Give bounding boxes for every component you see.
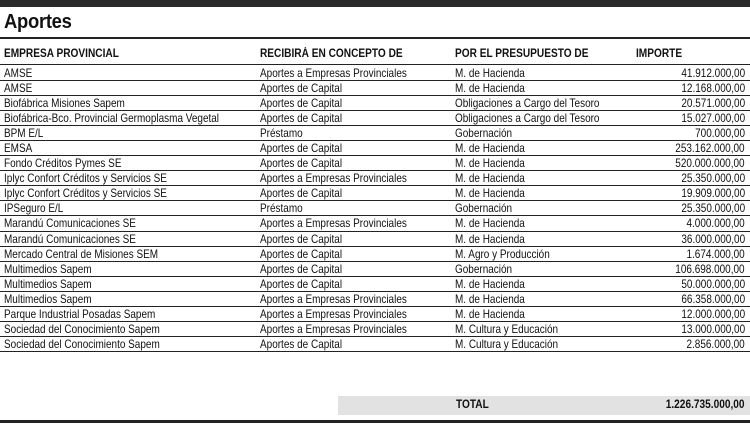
cell-empresa: IPSeguro E/L <box>4 202 64 216</box>
cell-empresa: Marandú Comunicaciones SE <box>4 232 136 246</box>
table-row <box>0 277 750 292</box>
table-row <box>0 322 750 337</box>
cell-empresa: Mercado Central de Misiones SEM <box>4 247 159 261</box>
cell-concepto: Aportes de Capital <box>260 82 343 96</box>
cell-importe: 19.909.000,00 <box>681 187 745 201</box>
cell-presupuesto: M. Agro y Producción <box>455 247 550 261</box>
cell-empresa: Multimedios Sapem <box>4 292 92 306</box>
table-row <box>0 232 750 247</box>
cell-importe: 50.000.000,00 <box>681 277 745 291</box>
cell-concepto: Aportes de Capital <box>260 187 343 201</box>
table-row <box>0 141 750 156</box>
cell-concepto: Aportes a Empresas Provinciales <box>260 172 407 186</box>
cell-concepto: Aportes a Empresas Provinciales <box>260 322 407 336</box>
cell-empresa: Fondo Créditos Pymes SE <box>4 157 122 171</box>
cell-concepto: Aportes de Capital <box>260 337 343 351</box>
table-row <box>0 337 750 352</box>
cell-importe: 520.000.000,00 <box>675 157 745 171</box>
cell-concepto: Aportes a Empresas Provinciales <box>260 217 407 231</box>
table-row <box>0 247 750 262</box>
title-divider <box>0 37 750 39</box>
table-header <box>0 44 750 64</box>
cell-presupuesto: Gobernación <box>455 262 513 276</box>
cell-presupuesto: M. Cultura y Educación <box>455 337 559 351</box>
header-concepto: RECIBIRÁ EN CONCEPTO DE <box>260 48 403 60</box>
cell-importe: 2.856.000,00 <box>686 337 745 351</box>
cell-concepto: Aportes de Capital <box>260 232 343 246</box>
cell-importe: 25.350.000,00 <box>681 202 745 216</box>
table-row <box>0 171 750 186</box>
cell-importe: 15.027.000,00 <box>681 112 745 126</box>
table-row <box>0 262 750 277</box>
header-presupuesto: POR EL PRESUPUESTO DE <box>455 48 589 60</box>
cell-empresa: EMSA <box>4 142 33 156</box>
cell-concepto: Préstamo <box>260 202 303 216</box>
table-row <box>0 307 750 322</box>
cell-empresa: AMSE <box>4 67 33 80</box>
table-row <box>0 66 750 81</box>
cell-empresa: Multimedios Sapem <box>4 277 92 291</box>
cell-presupuesto: Obligaciones a Cargo del Tesoro <box>455 97 600 111</box>
table-row <box>0 156 750 171</box>
cell-presupuesto: M. Cultura y Educación <box>455 322 559 336</box>
cell-importe: 4.000.000,00 <box>686 217 745 231</box>
table-row <box>0 96 750 111</box>
total-row <box>338 396 750 415</box>
cell-concepto: Aportes de Capital <box>260 157 343 171</box>
total-label: TOTAL <box>456 399 489 411</box>
cell-concepto: Aportes a Empresas Provinciales <box>260 292 407 306</box>
cell-presupuesto: M. de Hacienda <box>455 277 525 291</box>
cell-concepto: Aportes de Capital <box>260 262 343 276</box>
table-row <box>0 186 750 201</box>
cell-importe: 66.358.000,00 <box>681 292 745 306</box>
cell-importe: 41.912.000,00 <box>681 67 745 80</box>
total-value: 1.226.735.000,00 <box>666 399 745 411</box>
cell-empresa: Parque Industrial Posadas Sapem <box>4 307 156 321</box>
cell-concepto: Aportes de Capital <box>260 277 343 291</box>
header-divider <box>0 64 750 65</box>
cell-concepto: Aportes de Capital <box>260 247 343 261</box>
cell-empresa: Iplyc Confort Créditos y Servicios SE <box>4 187 167 201</box>
cell-concepto: Aportes de Capital <box>260 142 343 156</box>
table-row <box>0 81 750 96</box>
table-row <box>0 201 750 216</box>
cell-presupuesto: M. de Hacienda <box>455 187 525 201</box>
cell-empresa: Sociedad del Conocimiento Sapem <box>4 322 160 336</box>
cell-importe: 12.168.000,00 <box>681 82 745 96</box>
cell-presupuesto: M. de Hacienda <box>455 157 525 171</box>
cell-concepto: Aportes de Capital <box>260 97 343 111</box>
cell-concepto: Préstamo <box>260 127 303 141</box>
cell-presupuesto: M. de Hacienda <box>455 82 525 96</box>
cell-importe: 12.000.000,00 <box>681 307 745 321</box>
cell-importe: 13.000.000,00 <box>681 322 745 336</box>
cell-presupuesto: M. de Hacienda <box>455 142 525 156</box>
cell-empresa: Iplyc Confort Créditos y Servicios SE <box>4 172 167 186</box>
cell-concepto: Aportes a Empresas Provinciales <box>260 67 407 80</box>
cell-empresa: BPM E/L <box>4 127 44 141</box>
table-row <box>0 216 750 231</box>
cell-importe: 1.674.000,00 <box>686 247 745 261</box>
cell-presupuesto: M. de Hacienda <box>455 232 525 246</box>
cell-concepto: Aportes a Empresas Provinciales <box>260 307 407 321</box>
cell-empresa: Multimedios Sapem <box>4 262 92 276</box>
table-row <box>0 126 750 141</box>
cell-importe: 700.000,00 <box>695 127 745 141</box>
cell-importe: 36.000.000,00 <box>681 232 745 246</box>
page-title: Aportes <box>4 11 72 33</box>
header-importe: IMPORTE <box>636 48 683 60</box>
top-bar <box>0 0 750 7</box>
header-empresa: EMPRESA PROVINCIAL <box>4 48 119 60</box>
cell-presupuesto: M. de Hacienda <box>455 217 525 231</box>
cell-presupuesto: Obligaciones a Cargo del Tesoro <box>455 112 600 126</box>
table-row <box>0 111 750 126</box>
cell-importe: 20.571.000,00 <box>681 97 745 111</box>
cell-empresa: AMSE <box>4 82 33 96</box>
cell-empresa: Biofábrica-Bco. Provincial Germoplasma Vegetal <box>4 112 220 126</box>
cell-presupuesto: M. de Hacienda <box>455 172 525 186</box>
cell-presupuesto: M. de Hacienda <box>455 307 525 321</box>
table-body <box>0 66 750 352</box>
cell-presupuesto: M. de Hacienda <box>455 292 525 306</box>
cell-presupuesto: Gobernación <box>455 127 513 141</box>
cell-empresa: Sociedad del Conocimiento Sapem <box>4 337 160 351</box>
cell-importe: 25.350.000,00 <box>681 172 745 186</box>
cell-empresa: Biofábrica Misiones Sapem <box>4 97 125 111</box>
cell-concepto: Aportes de Capital <box>260 112 343 126</box>
cell-empresa: Marandú Comunicaciones SE <box>4 217 136 231</box>
bottom-rule <box>0 420 750 423</box>
cell-presupuesto: M. de Hacienda <box>455 67 525 80</box>
cell-importe: 253.162.000,00 <box>675 142 745 156</box>
table-row <box>0 292 750 307</box>
cell-importe: 106.698.000,00 <box>675 262 745 276</box>
cell-presupuesto: Gobernación <box>455 202 513 216</box>
